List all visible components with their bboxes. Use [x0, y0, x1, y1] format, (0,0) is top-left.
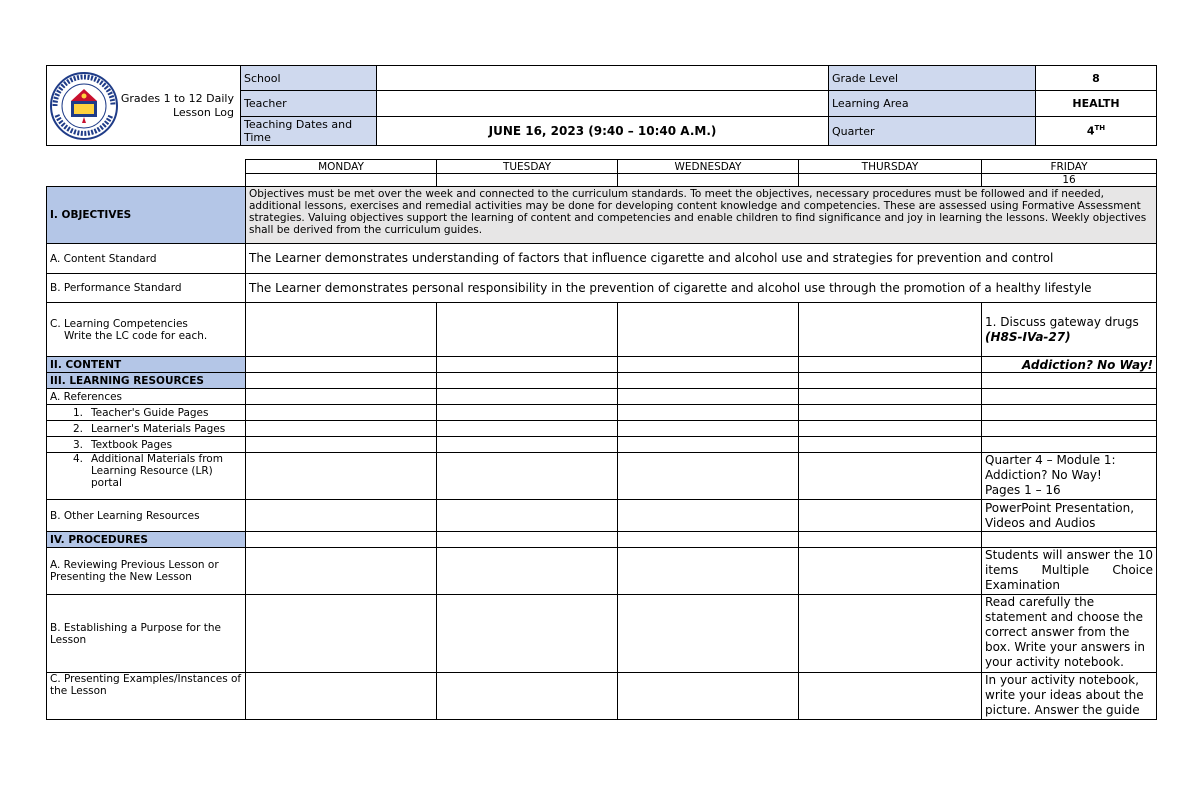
quarter-value[interactable]	[1036, 117, 1157, 146]
learning-competencies-line1: C. Learning Competencies	[50, 317, 188, 330]
cell-tuesday[interactable]	[437, 532, 618, 548]
teacher-value[interactable]	[377, 91, 829, 117]
date-monday[interactable]	[246, 174, 437, 187]
reference-item-additional-materials	[47, 453, 246, 500]
cell-wednesday[interactable]	[618, 453, 799, 500]
cell-wednesday[interactable]	[618, 437, 799, 453]
performance-standard-text[interactable]: The Learner demonstrates personal responsibility in the prevention of cigarette and alcohol use through the promotion of a healthy lifestyle	[246, 274, 1157, 303]
content-standard-label: A. Content Standard	[47, 244, 246, 274]
logo-caption-line1: Grades 1 to 12 Daily	[120, 91, 234, 105]
cell-friday[interactable]	[982, 437, 1157, 453]
content-standard-text[interactable]: The Learner demonstrates understanding of factors that influence cigarette and alcohol use and strategies for prevention and control	[246, 244, 1157, 274]
school-value[interactable]	[377, 66, 829, 91]
reference-item-textbook	[47, 437, 246, 453]
deped-seal-icon	[49, 71, 119, 141]
learning-competencies-label	[47, 303, 246, 357]
cell-thursday[interactable]	[799, 500, 982, 532]
learning-area-value[interactable]: HEALTH	[1036, 91, 1157, 117]
learning-area-label: Learning Area	[829, 91, 1036, 117]
cell-thursday[interactable]	[799, 673, 982, 720]
lesson-log-table	[46, 159, 1157, 720]
date-friday[interactable]: 16	[982, 174, 1157, 187]
quarter-number: 4	[1086, 124, 1095, 138]
cell-thursday[interactable]	[799, 357, 982, 373]
school-label: School	[241, 66, 377, 91]
objectives-description: Objectives must be met over the week and connected to the curriculum standards. To meet the objectives, necessary procedures must be followed and if needed, additional lessons, exercises and remedial activities may be done for developing content knowledge and competencies. These are assessed using Formative Assessment strategies. Valuing objectives support the learning of content and competencies and enable children to find significance and joy in learning the lessons. Weekly objectives shall be derived from the curriculum guides.	[246, 187, 1157, 244]
content-heading: II. CONTENT	[47, 357, 246, 373]
reference-item-number: 3.	[73, 438, 84, 451]
cell-tuesday[interactable]	[437, 548, 618, 595]
day-thursday: THURSDAY	[799, 160, 982, 174]
content-friday[interactable]: Addiction? No Way!	[982, 357, 1157, 373]
additional-friday-line2: Addiction? No Way!	[985, 468, 1102, 482]
teaching-dates-value[interactable]: JUNE 16, 2023 (9:40 – 10:40 A.M.)	[377, 117, 829, 146]
learning-competencies-line2: Write the LC code for each.	[64, 329, 208, 342]
header-table	[46, 65, 1157, 146]
cell-friday[interactable]	[982, 389, 1157, 405]
quarter-label: Quarter	[829, 117, 1036, 146]
logo-caption-line2: Lesson Log	[172, 105, 234, 119]
cell-thursday[interactable]	[799, 453, 982, 500]
procedure-b-friday[interactable]: Read carefully the statement and choose the correct answer from the box. Write your answers in your activity notebook.	[982, 595, 1157, 673]
procedure-a-label: A. Reviewing Previous Lesson or Presenting the New Lesson	[47, 548, 246, 595]
cell-wednesday[interactable]	[618, 405, 799, 421]
cell-tuesday[interactable]	[437, 673, 618, 720]
grade-level-label: Grade Level	[829, 66, 1036, 91]
other-resources-friday[interactable]: PowerPoint Presentation, Videos and Audios	[982, 500, 1157, 532]
cell-wednesday[interactable]	[618, 500, 799, 532]
cell-thursday[interactable]	[799, 405, 982, 421]
cell-tuesday[interactable]	[437, 303, 618, 357]
cell-monday[interactable]	[246, 405, 437, 421]
cell-tuesday[interactable]	[437, 437, 618, 453]
cell-friday[interactable]	[982, 532, 1157, 548]
reference-item-text: Additional Materials from Learning Resource (LR) portal	[91, 453, 223, 489]
date-thursday[interactable]	[799, 174, 982, 187]
learning-resources-heading: III. LEARNING RESOURCES	[47, 373, 246, 389]
competencies-friday-line1: 1. Discuss gateway drugs	[985, 314, 1139, 329]
cell-tuesday[interactable]	[437, 421, 618, 437]
cell-thursday[interactable]	[799, 373, 982, 389]
other-resources-label: B. Other Learning Resources	[47, 500, 246, 532]
cell-wednesday[interactable]	[618, 303, 799, 357]
procedure-c-friday[interactable]: In your activity notebook, write your ideas about the picture. Answer the guide	[982, 673, 1157, 720]
logo-caption	[119, 92, 238, 120]
procedure-a-friday[interactable]: Students will answer the 10 items Multiple Choice Examination	[982, 548, 1157, 595]
cell-thursday[interactable]	[799, 595, 982, 673]
teacher-label: Teacher	[241, 91, 377, 117]
reference-item-number: 1.	[73, 406, 84, 419]
cell-monday[interactable]	[246, 421, 437, 437]
reference-item-learners-materials	[47, 421, 246, 437]
cell-monday[interactable]	[246, 548, 437, 595]
cell-wednesday[interactable]	[618, 673, 799, 720]
procedure-b-label: B. Establishing a Purpose for the Lesson	[47, 595, 246, 673]
reference-item-teachers-guide	[47, 405, 246, 421]
cell-tuesday[interactable]	[437, 405, 618, 421]
cell-thursday[interactable]	[799, 303, 982, 357]
corner-blank	[47, 160, 246, 174]
procedure-c-label: C. Presenting Examples/Instances of the Lesson	[47, 673, 246, 720]
cell-wednesday[interactable]	[618, 532, 799, 548]
reference-item-text: Teacher's Guide Pages	[91, 406, 209, 419]
cell-monday[interactable]	[246, 532, 437, 548]
logo-cell	[47, 66, 241, 146]
cell-monday[interactable]	[246, 595, 437, 673]
procedures-heading: IV. PROCEDURES	[47, 532, 246, 548]
cell-wednesday[interactable]	[618, 373, 799, 389]
cell-monday[interactable]	[246, 357, 437, 373]
day-tuesday: TUESDAY	[437, 160, 618, 174]
objectives-heading: I. OBJECTIVES	[47, 187, 246, 244]
competencies-friday[interactable]	[982, 303, 1157, 357]
cell-wednesday[interactable]	[618, 548, 799, 595]
cell-wednesday[interactable]	[618, 389, 799, 405]
day-friday: FRIDAY	[982, 160, 1157, 174]
cell-monday[interactable]	[246, 673, 437, 720]
day-monday: MONDAY	[246, 160, 437, 174]
additional-friday-line1: Quarter 4 – Module 1:	[985, 453, 1116, 467]
cell-friday[interactable]	[982, 373, 1157, 389]
additional-friday-line3: Pages 1 – 16	[985, 483, 1061, 497]
cell-monday[interactable]	[246, 437, 437, 453]
cell-tuesday[interactable]	[437, 357, 618, 373]
reference-item-number: 4.	[73, 453, 84, 465]
cell-tuesday[interactable]	[437, 453, 618, 500]
cell-friday[interactable]	[982, 405, 1157, 421]
cell-monday[interactable]	[246, 373, 437, 389]
cell-monday[interactable]	[246, 303, 437, 357]
competencies-friday-code: (H8S-IVa-27)	[985, 329, 1071, 344]
cell-monday[interactable]	[246, 500, 437, 532]
cell-thursday[interactable]	[799, 437, 982, 453]
quarter-suffix: TH	[1094, 124, 1106, 133]
cell-tuesday[interactable]	[437, 389, 618, 405]
cell-wednesday[interactable]	[618, 357, 799, 373]
cell-monday[interactable]	[246, 453, 437, 500]
reference-item-text: Textbook Pages	[91, 438, 173, 451]
date-tuesday[interactable]	[437, 174, 618, 187]
cell-wednesday[interactable]	[618, 595, 799, 673]
date-wednesday[interactable]	[618, 174, 799, 187]
performance-standard-label: B. Performance Standard	[47, 274, 246, 303]
day-wednesday: WEDNESDAY	[618, 160, 799, 174]
cell-thursday[interactable]	[799, 548, 982, 595]
cell-tuesday[interactable]	[437, 595, 618, 673]
references-label: A. References	[47, 389, 246, 405]
corner-blank-2	[47, 174, 246, 187]
cell-friday[interactable]	[982, 421, 1157, 437]
cell-monday[interactable]	[246, 389, 437, 405]
reference-item-number: 2.	[73, 422, 84, 435]
cell-thursday[interactable]	[799, 532, 982, 548]
additional-materials-friday[interactable]	[982, 453, 1157, 500]
reference-item-text: Learner's Materials Pages	[91, 422, 226, 435]
cell-thursday[interactable]	[799, 389, 982, 405]
grade-level-value[interactable]: 8	[1036, 66, 1157, 91]
cell-wednesday[interactable]	[618, 421, 799, 437]
cell-tuesday[interactable]	[437, 500, 618, 532]
teaching-dates-label: Teaching Dates and Time	[241, 117, 377, 146]
cell-tuesday[interactable]	[437, 373, 618, 389]
cell-thursday[interactable]	[799, 421, 982, 437]
